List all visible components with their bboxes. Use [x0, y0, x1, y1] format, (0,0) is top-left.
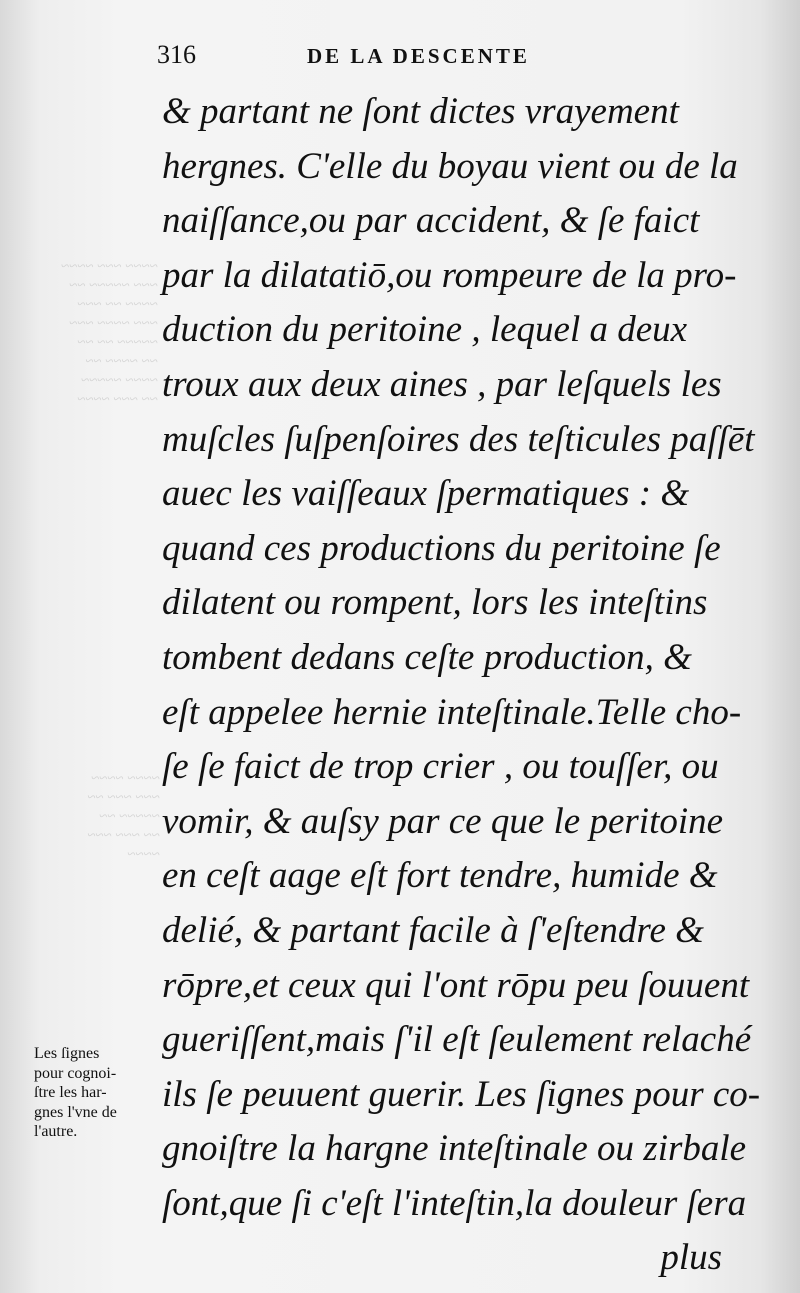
- text-line: hergnes. C'elle du boyau vient ou de la: [162, 145, 738, 187]
- margin-note-line: ſtre les har-: [34, 1084, 107, 1101]
- show-through-text-upper: ~~~~ ~~~ ~~~~ ~~~ ~~~~~ ~~ ~~~~ ~~ ~~~ ~~~ ~~~~ ~~~ ~~~~~ ~~ ~~ ~~ ~~~~ ~~ ~~~~ ~~~~~ ~~ ~~~ ~~~~: [61, 259, 158, 408]
- margin-note: [34, 1044, 154, 1142]
- text-line: tombent dedans ceſte production, &: [162, 636, 692, 678]
- text-line: dilatent ou rompent, lors les inteſtins: [162, 582, 708, 624]
- text-line: troux aux deux aines , par leſquels les: [162, 363, 722, 405]
- margin-note-line: Les ſignes: [34, 1045, 100, 1062]
- page-header: [157, 40, 757, 80]
- text-line: en ceſt aage eſt fort tendre, humide &: [162, 855, 718, 897]
- text-line: gueriſſent,mais ſ'il eſt ſeulement relaché: [162, 1019, 752, 1061]
- text-line: ils ſe peuuent guerir. Les ſignes pour co-: [162, 1073, 761, 1115]
- show-through-text-lower: ~~~~ ~~~~ ~~~ ~~~ ~~ ~~~~~ ~~ ~~ ~~~ ~~~ ~~~~: [87, 771, 160, 863]
- page-number: 316: [157, 40, 196, 69]
- margin-note-line: gnes l'vne de: [34, 1103, 117, 1121]
- text-line: gnoiſtre la hargne inteſtinale ou zirbale: [162, 1128, 747, 1170]
- margin-note-line: pour cognoi-: [34, 1064, 117, 1082]
- text-line: quand ces productions du peritoine ſe: [162, 527, 721, 569]
- running-head: DE LA DESCENTE: [307, 44, 530, 68]
- text-line: & partant ne ſont dictes vrayement: [162, 91, 679, 132]
- text-line: par la dilatatiō,ou rompeure de la pro-: [162, 254, 737, 296]
- catchword: plus: [660, 1237, 722, 1279]
- margin-note-line: l'autre.: [34, 1123, 78, 1140]
- text-line: rōpre,et ceux qui l'ont rōpu peu ſouuent: [162, 964, 750, 1006]
- text-line: auec les vaiſſeaux ſpermatiques : &: [162, 473, 690, 515]
- text-line: delié, & partant facile à ſ'eſtendre &: [162, 909, 704, 951]
- text-line: naiſſance,ou par accident, & ſe faict: [162, 200, 700, 242]
- text-line: muſcles ſuſpenſoires des teſticules paſſēt: [162, 418, 755, 460]
- body-text: [162, 85, 762, 1286]
- text-line: ſe ſe faict de trop crier , ou touſſer, ou: [162, 746, 719, 788]
- text-line: duction du peritoine , lequel a deux: [162, 309, 688, 351]
- text-line: eſt appelee hernie inteſtinale.Telle cho-: [162, 691, 742, 733]
- text-line: vomir, & auſsy par ce que le peritoine: [162, 800, 724, 842]
- text-line: ſont,que ſi c'eſt l'inteſtin,la douleur ſera: [162, 1182, 747, 1224]
